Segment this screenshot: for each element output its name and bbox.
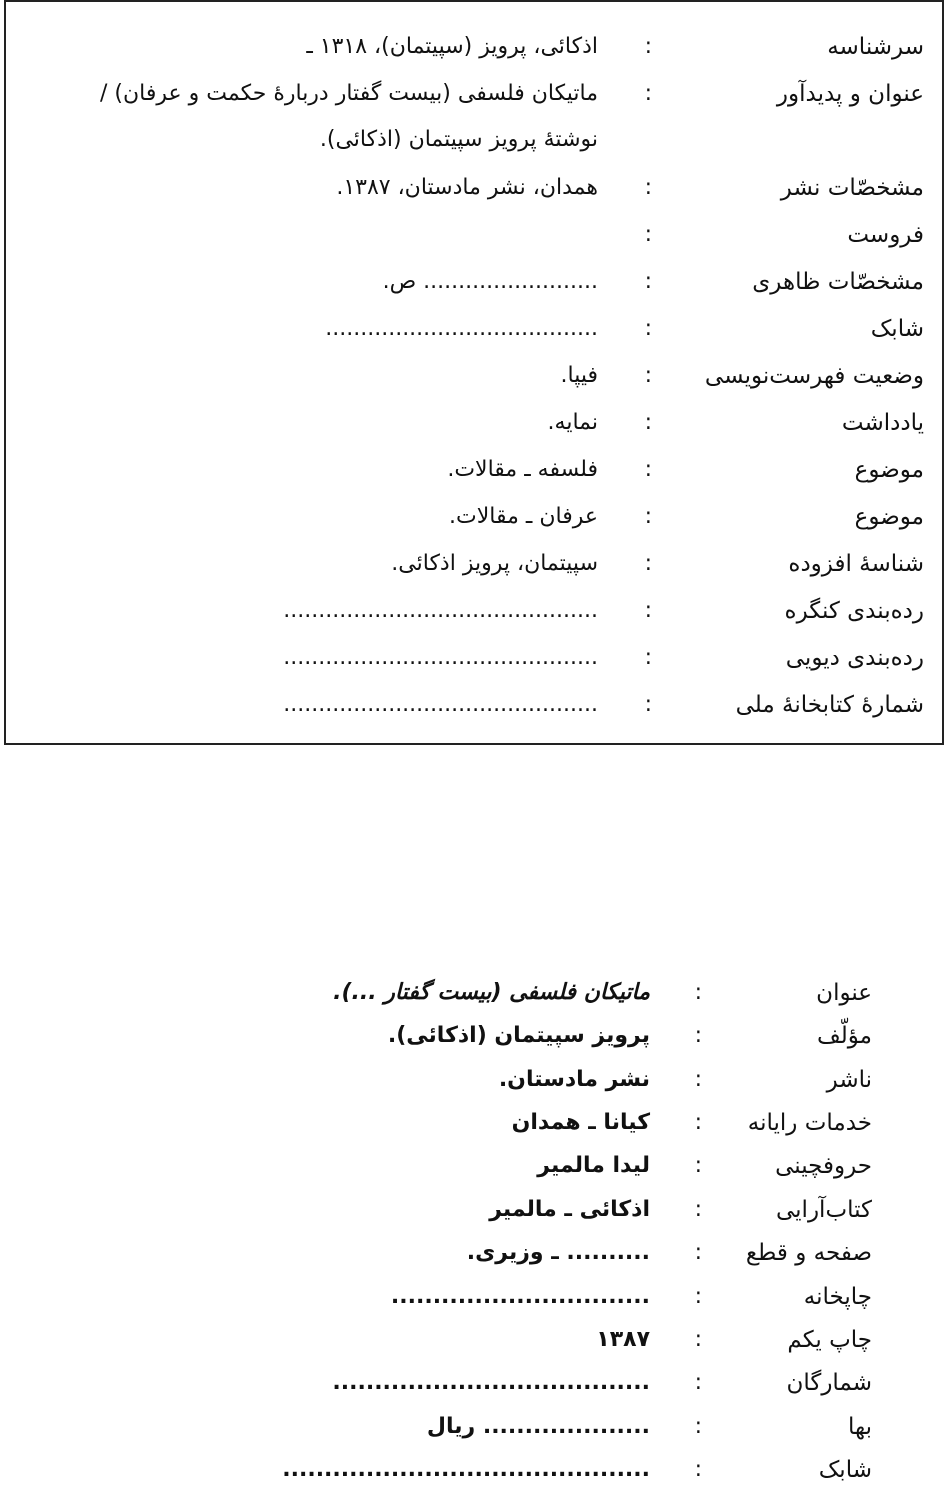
imprint-colon: :: [694, 1327, 702, 1352]
imprint-colon: :: [694, 1197, 702, 1222]
imprint-row-publisher: [0, 1067, 952, 1110]
imprint-colon: :: [694, 1067, 702, 1092]
cip-label: مشخصّات ظاهری: [752, 269, 924, 295]
cip-catalog-box: [4, 0, 944, 745]
imprint-row-author: [0, 1023, 952, 1066]
imprint-colon: :: [694, 1457, 702, 1482]
imprint-row-pages-format: [0, 1240, 952, 1283]
cip-value: .......................................: [325, 316, 598, 341]
cip-colon: :: [644, 504, 652, 529]
cip-label: شابک: [870, 316, 924, 342]
cip-value: فیپا.: [560, 363, 598, 388]
cip-value: .............................................: [283, 692, 598, 717]
imprint-row-typesetting: [0, 1153, 952, 1196]
imprint-colon: :: [694, 1370, 702, 1395]
imprint-label: چاپ یکم: [787, 1327, 872, 1353]
imprint-label: حروفچینی: [775, 1153, 872, 1179]
cip-value: فلسفه ـ مقالات.: [447, 457, 598, 482]
cip-value: همدان، نشر مادستان، ۱۳۸۷.: [336, 175, 598, 200]
cip-row-subject: [6, 457, 942, 503]
imprint-colon: :: [694, 1153, 702, 1178]
cip-colon: :: [644, 34, 652, 59]
cip-colon: :: [644, 222, 652, 247]
imprint-value: ماتیکان فلسفی (بیست گفتار ...).: [333, 980, 650, 1005]
cip-label: شمارۀ کتابخانۀ ملی: [735, 692, 924, 718]
imprint-row-price: [0, 1414, 952, 1457]
cip-colon: :: [644, 363, 652, 388]
cip-row-added-entry: [6, 551, 942, 597]
imprint-value: ......................................: [332, 1370, 650, 1395]
imprint-label: مؤلّف: [816, 1023, 872, 1049]
cip-label: یادداشت: [841, 410, 924, 436]
imprint-value: کیانا ـ همدان: [511, 1110, 650, 1135]
cip-colon: :: [644, 269, 652, 294]
cip-value: اذکائی، پرویز (سپیتمان)، ۱۳۱۸ ـ: [306, 34, 598, 59]
cip-value: سپیتمان، پرویز اذکائی.: [391, 551, 598, 576]
cip-row-publication: [6, 175, 942, 221]
cip-row-national-library-number: [6, 692, 942, 738]
imprint-value: ............................................: [282, 1457, 650, 1482]
cip-label: موضوع: [854, 457, 924, 483]
imprint-row-printing-house: [0, 1284, 952, 1327]
imprint-row-isbn: [0, 1457, 952, 1500]
cip-label: شناسۀ افزوده: [788, 551, 924, 577]
imprint-row-title: [0, 980, 952, 1023]
cip-label: عنوان و پدیدآور: [776, 81, 924, 107]
cip-label: موضوع: [854, 504, 924, 530]
imprint-colon: :: [694, 1414, 702, 1439]
imprint-label: شابک: [818, 1457, 872, 1483]
imprint-colon: :: [694, 980, 702, 1005]
cip-row-isbn: [6, 316, 942, 362]
cip-row-lc-classification: [6, 598, 942, 644]
imprint-colon: :: [694, 1023, 702, 1048]
imprint-label: چاپخانه: [803, 1284, 872, 1310]
cip-colon: :: [644, 175, 652, 200]
cip-row-physical: [6, 269, 942, 315]
cip-row-series: [6, 222, 942, 268]
imprint-colon: :: [694, 1284, 702, 1309]
cip-value: عرفان ـ مقالات.: [449, 504, 598, 529]
cip-label: رده‌بندی کنگره: [784, 598, 924, 624]
cip-row-subject: [6, 504, 942, 550]
imprint-row-book-design: [0, 1197, 952, 1240]
imprint-label: عنوان: [816, 980, 872, 1006]
imprint-value: اذکائی ـ مالمیر: [489, 1197, 650, 1222]
cip-label: رده‌بندی دیویی: [785, 645, 924, 671]
imprint-value: لیدا مالمیر: [537, 1153, 650, 1178]
cip-colon: :: [644, 457, 652, 482]
imprint-value: پرویز سپیتمان (اذکائی).: [387, 1023, 650, 1048]
imprint-label: شمارگان: [786, 1370, 872, 1396]
cip-value: .............................................: [283, 645, 598, 670]
cip-row-dewey-classification: [6, 645, 942, 691]
cip-value: ......................... ص.: [382, 269, 598, 294]
imprint-value: نشر مادستان.: [498, 1067, 650, 1092]
imprint-row-computer-services: [0, 1110, 952, 1153]
cip-colon: :: [644, 410, 652, 435]
imprint-label: ناشر: [826, 1067, 872, 1093]
imprint-label: بها: [847, 1414, 872, 1440]
cip-label: مشخصّات نشر: [780, 175, 924, 201]
cip-colon: :: [644, 692, 652, 717]
cip-row-note: [6, 410, 942, 456]
imprint-value: ۱۳۸۷: [596, 1327, 650, 1352]
cip-row-title: [6, 81, 942, 173]
cip-label: وضعیت فهرست‌نویسی: [704, 363, 924, 389]
imprint-value: .......... ـ وزیری.: [466, 1240, 650, 1265]
cip-row-cataloging-status: [6, 363, 942, 409]
cip-colon: :: [644, 81, 652, 106]
cip-value: .............................................: [283, 598, 598, 623]
imprint-colon: :: [694, 1240, 702, 1265]
cip-label: سرشناسه: [827, 34, 924, 60]
imprint-label: صفحه و قطع: [745, 1240, 872, 1266]
cip-value: ماتیکان فلسفی (بیست گفتار دربارۀ حکمت و عرفان) / نوشتۀ پرویز سپیتمان (اذکائی).: [100, 81, 598, 152]
cip-colon: :: [644, 551, 652, 576]
imprint-row-print-run: [0, 1370, 952, 1413]
imprint-colon: :: [694, 1110, 702, 1135]
imprint-label: خدمات رایانه: [747, 1110, 872, 1136]
imprint-row-first-edition: [0, 1327, 952, 1370]
cip-label: فروست: [847, 222, 924, 248]
imprint-value: .................... ریال: [426, 1414, 650, 1439]
cip-colon: :: [644, 645, 652, 670]
cip-value: نمایه.: [547, 410, 598, 435]
cip-colon: :: [644, 316, 652, 341]
imprint-label: کتاب‌آرایی: [775, 1197, 872, 1223]
imprint-value: ...............................: [390, 1284, 650, 1309]
cip-colon: :: [644, 598, 652, 623]
